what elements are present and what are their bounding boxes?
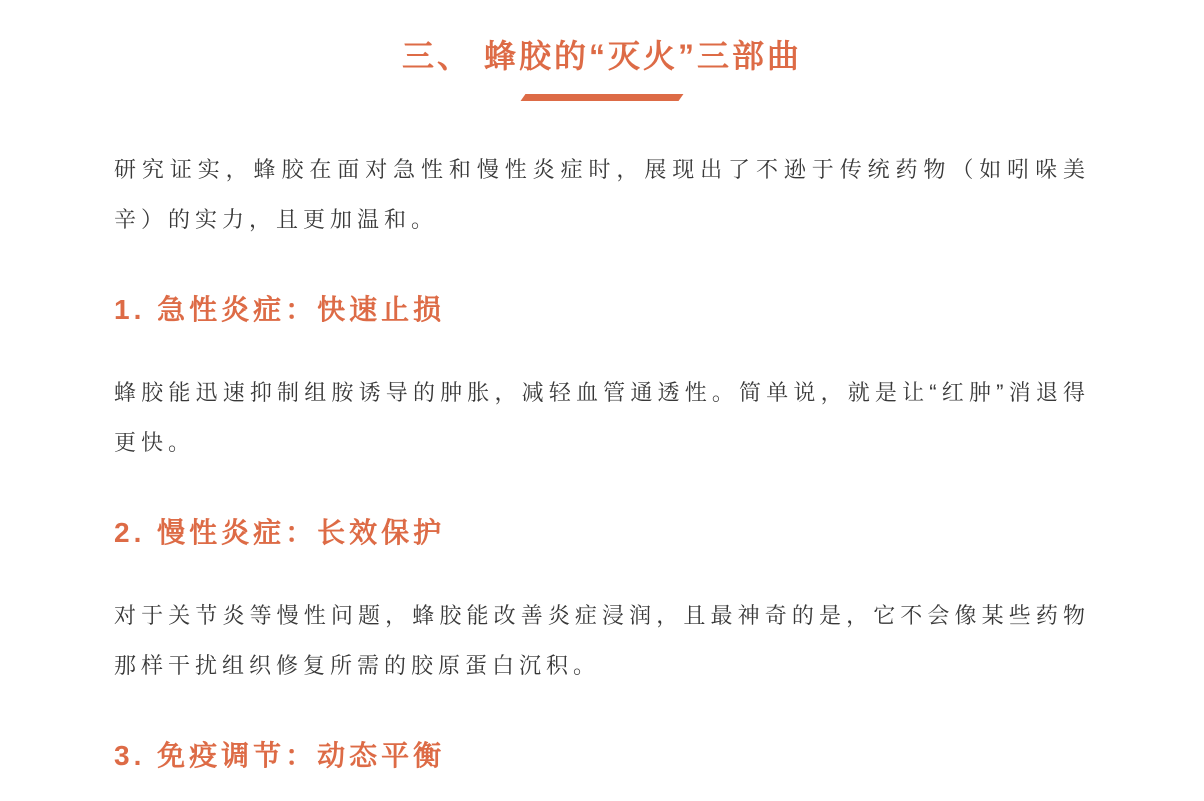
- section-2-body: 对于关节炎等慢性问题，蜂胶能改善炎症浸润，且最神奇的是，它不会像某些药物那样干扰组织修复所需的胶原蛋白沉积。: [114, 603, 1090, 678]
- section-1-body: 蜂胶能迅速抑制组胺诱导的肿胀，减轻血管通透性。简单说，就是让“红肿”消退得更快。: [114, 380, 1090, 455]
- section-3-heading: 3. 免疫调节：动态平衡: [114, 740, 446, 771]
- section-2-heading: 2. 慢性炎症：长效保护: [114, 517, 446, 548]
- intro-paragraph: 研究证实，蜂胶在面对急性和慢性炎症时，展现出了不逊于传统药物（如吲哚美辛）的实力，且更加温和。: [114, 157, 1090, 232]
- page-title: 三、 蜂胶的“灭火”三部曲: [402, 38, 802, 74]
- title-underline-container: [114, 94, 1090, 101]
- section-1-heading: 1. 急性炎症：快速止损: [114, 294, 446, 325]
- title-underline-decoration: [521, 94, 684, 101]
